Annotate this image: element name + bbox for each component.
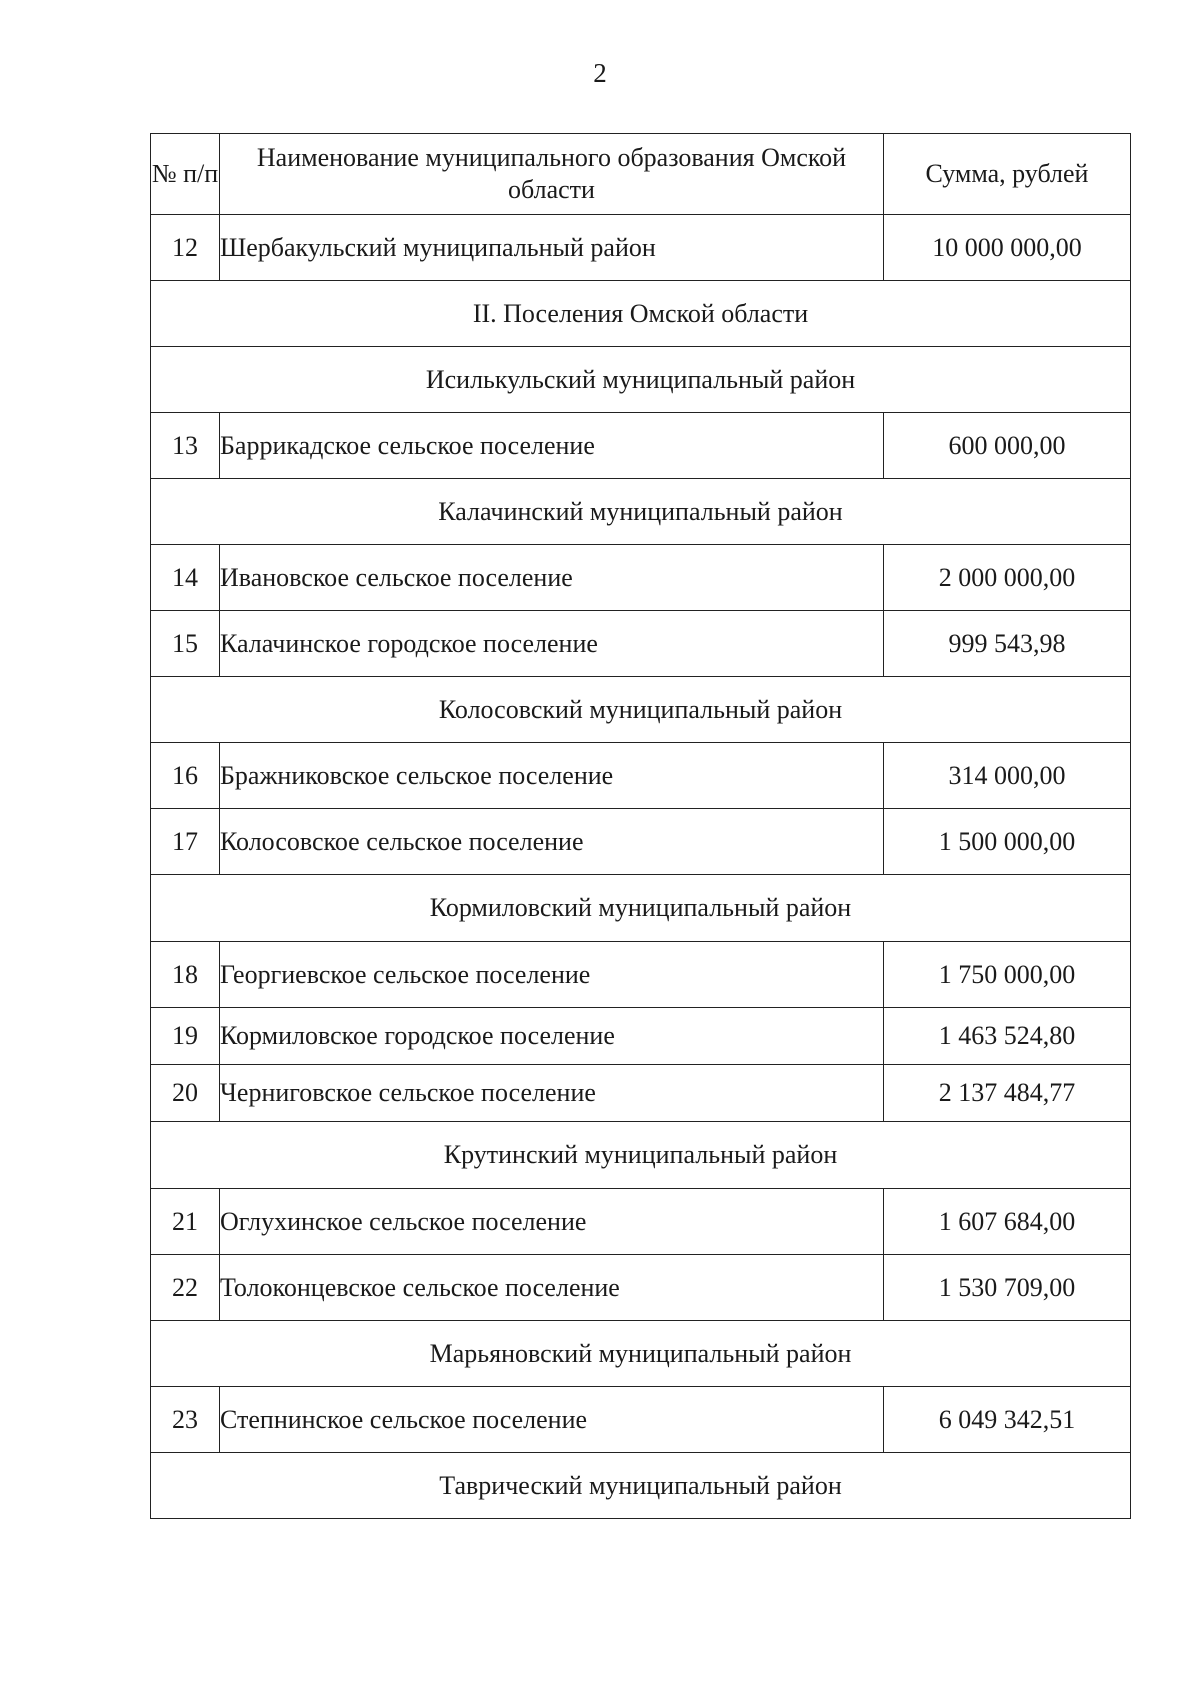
section-title: II. Поселения Омской области [151, 281, 1131, 347]
row-num: 14 [151, 545, 220, 611]
row-num: 20 [151, 1065, 220, 1122]
table-row [151, 809, 1131, 875]
row-num: 12 [151, 215, 220, 281]
row-name: Оглухинское сельское поселение [220, 1189, 884, 1255]
table-row [151, 1387, 1131, 1453]
section-title: Калачинский муниципальный район [151, 479, 1131, 545]
row-name: Кормиловское городское поселение [220, 1008, 884, 1065]
row-sum: 600 000,00 [884, 413, 1131, 479]
header-name: Наименование муниципального образования Омской области [220, 134, 884, 215]
section-row [151, 677, 1131, 743]
section-title: Исилькульский муниципальный район [151, 347, 1131, 413]
table-row [151, 743, 1131, 809]
row-num: 23 [151, 1387, 220, 1453]
row-num: 13 [151, 413, 220, 479]
row-sum: 314 000,00 [884, 743, 1131, 809]
row-name: Толоконцевское сельское поселение [220, 1255, 884, 1321]
section-title: Таврический муниципальный район [151, 1453, 1131, 1519]
row-name: Степнинское сельское поселение [220, 1387, 884, 1453]
row-name: Черниговское сельское поселение [220, 1065, 884, 1122]
header-num: № п/п [151, 134, 220, 215]
table-row [151, 215, 1131, 281]
row-num: 17 [151, 809, 220, 875]
page-number: 2 [593, 58, 607, 88]
row-sum: 2 000 000,00 [884, 545, 1131, 611]
row-name: Калачинское городское поселение [220, 611, 884, 677]
row-sum: 1 500 000,00 [884, 809, 1131, 875]
row-name: Бражниковское сельское поселение [220, 743, 884, 809]
section-title: Кормиловский муниципальный район [151, 875, 1131, 942]
section-row [151, 875, 1131, 942]
section-row [151, 1321, 1131, 1387]
table-row [151, 1065, 1131, 1122]
header-sum: Сумма, рублей [884, 134, 1131, 215]
table-row [151, 413, 1131, 479]
row-name: Ивановское сельское поселение [220, 545, 884, 611]
row-num: 16 [151, 743, 220, 809]
table-row [151, 1255, 1131, 1321]
table-row [151, 942, 1131, 1008]
row-name: Баррикадское сельское поселение [220, 413, 884, 479]
row-name: Колосовское сельское поселение [220, 809, 884, 875]
row-sum: 2 137 484,77 [884, 1065, 1131, 1122]
row-sum: 10 000 000,00 [884, 215, 1131, 281]
row-name: Георгиевское сельское поселение [220, 942, 884, 1008]
row-num: 19 [151, 1008, 220, 1065]
section-row [151, 1122, 1131, 1189]
section-row [151, 1453, 1131, 1519]
row-num: 15 [151, 611, 220, 677]
section-row [151, 347, 1131, 413]
row-sum: 999 543,98 [884, 611, 1131, 677]
allocation-table [150, 133, 1131, 1519]
table-row [151, 545, 1131, 611]
table-row [151, 1008, 1131, 1065]
row-num: 21 [151, 1189, 220, 1255]
row-name: Шербакульский муниципальный район [220, 215, 884, 281]
section-title: Марьяновский муниципальный район [151, 1321, 1131, 1387]
table-header-row [151, 134, 1131, 215]
row-sum: 1 530 709,00 [884, 1255, 1131, 1321]
table-row [151, 611, 1131, 677]
table-row [151, 1189, 1131, 1255]
section-title: Колосовский муниципальный район [151, 677, 1131, 743]
row-num: 18 [151, 942, 220, 1008]
row-sum: 1 607 684,00 [884, 1189, 1131, 1255]
row-sum: 1 463 524,80 [884, 1008, 1131, 1065]
section-row [151, 479, 1131, 545]
section-row [151, 281, 1131, 347]
row-num: 22 [151, 1255, 220, 1321]
row-sum: 1 750 000,00 [884, 942, 1131, 1008]
section-title: Крутинский муниципальный район [151, 1122, 1131, 1189]
row-sum: 6 049 342,51 [884, 1387, 1131, 1453]
